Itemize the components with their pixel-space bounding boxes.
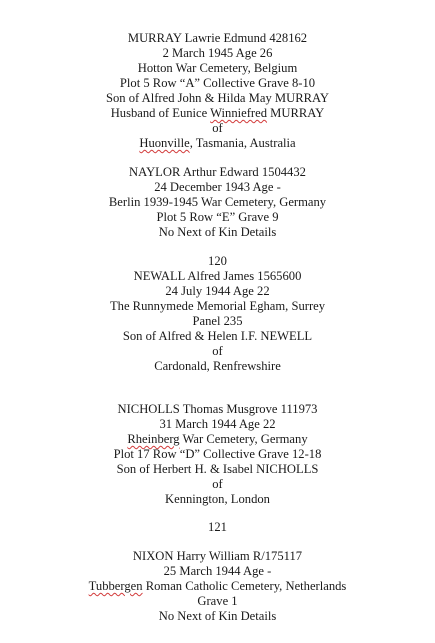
entry-murray-cemetery: Hotton War Cemetery, Belgium <box>137 61 298 75</box>
spell-flagged-word: Winniefred <box>210 106 267 120</box>
entry-nixon-cemetery <box>0 579 435 594</box>
entry-nixon-cemetery-suffix: Roman Catholic Cemetery, Netherlands <box>142 579 347 593</box>
entry-newall-date-age: 24 July 1944 Age 22 <box>165 284 270 298</box>
entry-murray-name: MURRAY Lawrie Edmund 428162 <box>127 31 308 45</box>
entry-newall-plot: Panel 235 <box>192 314 243 328</box>
spell-flagged-word: Tubbergen <box>88 579 143 593</box>
entry-newall-of: of <box>212 344 223 358</box>
entry-naylor-name: NAYLOR Arthur Edward 1504432 <box>129 165 306 179</box>
entry-nicholls-date-age: 31 March 1944 Age 22 <box>159 417 276 431</box>
entry-nixon-date-age: 25 March 1944 Age - <box>163 564 272 578</box>
entry-murray-plot: Plot 5 Row “A” Collective Grave 8-10 <box>119 76 316 90</box>
page-number: 121 <box>208 520 227 534</box>
entry-nicholls-cemetery-suffix: War Cemetery, Germany <box>179 432 308 446</box>
spell-flagged-word: Huonville <box>139 136 190 150</box>
entry-nixon-plot: Grave 1 <box>197 594 238 608</box>
entry-naylor-date-age: 24 December 1943 Age - <box>154 180 281 194</box>
entry-newall-relation: Son of Alfred & Helen I.F. NEWELL <box>122 329 313 343</box>
entry-murray-date-age: 2 March 1945 Age 26 <box>162 46 273 60</box>
entry-murray-spouse-suffix: MURRAY <box>267 106 325 120</box>
page-number: 120 <box>208 254 227 268</box>
entry-naylor-kin: No Next of Kin Details <box>158 225 277 239</box>
entry-murray-place-suffix: , Tasmania, Australia <box>189 136 296 150</box>
entry-naylor-plot: Plot 5 Row “E” Grave 9 <box>156 210 279 224</box>
spell-flagged-word: Rheinberg <box>127 432 180 446</box>
entry-murray-spouse <box>0 106 435 121</box>
entry-murray-place <box>0 136 435 151</box>
entry-newall-place: Cardonald, Renfrewshire <box>154 359 281 373</box>
entry-nicholls-cemetery <box>0 432 435 447</box>
entry-newall-cemetery: The Runnymede Memorial Egham, Surrey <box>109 299 326 313</box>
entry-nicholls-place: Kennington, London <box>165 492 270 506</box>
entry-murray-of: of <box>212 121 223 135</box>
entry-murray-relation: Son of Alfred John & Hilda May MURRAY <box>105 91 330 105</box>
entry-nixon-kin: No Next of Kin Details <box>158 609 277 623</box>
entry-naylor-cemetery: Berlin 1939-1945 War Cemetery, Germany <box>108 195 327 209</box>
entry-nixon-name: NIXON Harry William R/175117 <box>132 549 303 563</box>
entry-nicholls-name: NICHOLLS Thomas Musgrove 111973 <box>117 402 318 416</box>
entry-nicholls-of: of <box>212 477 223 491</box>
entry-nicholls-relation: Son of Herbert H. & Isabel NICHOLLS <box>116 462 319 476</box>
entry-murray-spouse-prefix: Husband of Eunice <box>110 106 211 120</box>
entry-nicholls-plot: Plot 17 Row “D” Collective Grave 12-18 <box>113 447 322 461</box>
entry-newall-name: NEWALL Alfred James 1565600 <box>133 269 302 283</box>
